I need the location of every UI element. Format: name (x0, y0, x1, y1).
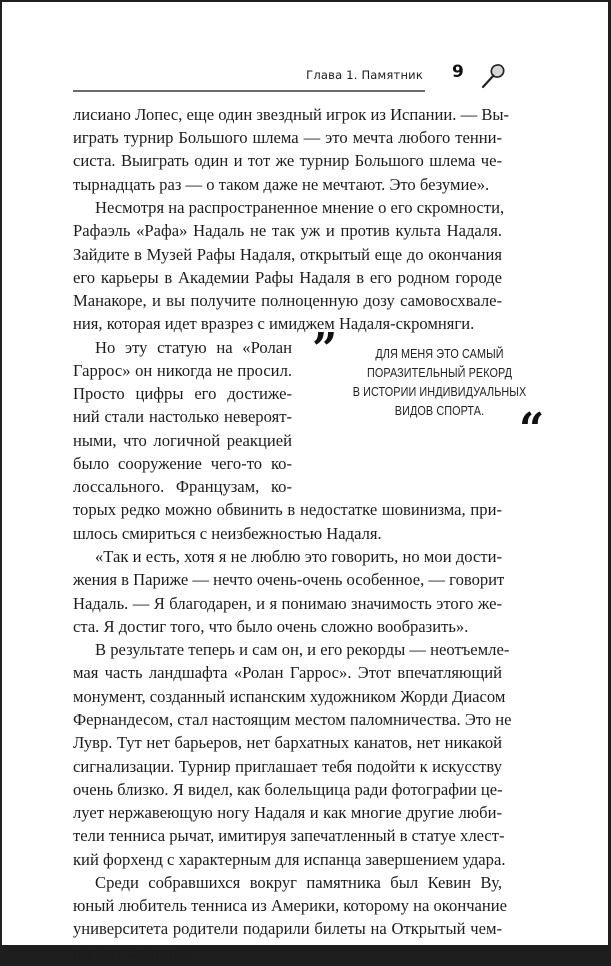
text-line: монумент, созданный испанским художником Жорди Диасом (73, 687, 506, 706)
text-line: сигнализации. Турнир приглашает тебя подойти к искусству (73, 757, 502, 776)
tennis-racket-icon (479, 62, 507, 90)
text-line: Лувр. Тут нет барьеров, нет бархатных канатов, нет никакой (73, 733, 502, 752)
text-line: мая часть ландшафта «Ролан Гаррос». Этот впечатляющий (73, 663, 502, 682)
text-line: Манакоре, и вы получите полноценную дозу самовосхвале- (73, 291, 502, 310)
text-line: университета родители подарили билеты на Открытый чем- (73, 919, 502, 938)
text-line: очень близко. Я видел, как болельщица ради фотографии це- (73, 780, 503, 799)
text-line: ния, которая идет вразрез с имиджем Надаля-скромняги. (73, 314, 475, 333)
text-line: «Так и есть, хотя я не люблю это говорить, но мои дости- (95, 547, 502, 566)
chapter-title: Глава 1. Памятник (306, 68, 423, 82)
text-line: Гаррос» он никогда не просил. (73, 361, 292, 380)
text-line: Среди собравшихся вокруг памятника был Кевин Ву, (95, 873, 502, 892)
text-line: его карьеры в Академии Рафы Надаля в его родном городе (73, 268, 502, 287)
text-line: Но эту статую на «Ролан (95, 338, 292, 357)
text-line: играть турнир Большого шлема — это мечта любого тенни- (73, 128, 502, 147)
text-line: лоссального. Французам, ко- (73, 477, 292, 496)
text-line: шлось смириться с неизбежностью Надаля. (73, 524, 382, 543)
text-line: Зайдите в Музей Рафы Надаля, открытый еще до окончания (73, 245, 502, 264)
text-line: Надаль. — Я благодарен, и я понимаю значимость этого же- (73, 594, 502, 613)
text-line: торых редко можно обвинить в недостатке шовинизма, при- (73, 500, 502, 519)
text-line: ста. Я достиг того, что было очень сложно вообразить». (73, 617, 469, 636)
pull-quote-line: ВИДОВ СПОРТА. (394, 404, 485, 418)
text-line: тели тенниса рычат, имитируя запечатленный в статуе хлест- (73, 826, 505, 845)
text-line: Просто цифры его достиже- (73, 384, 292, 403)
closing-quote-mark-icon: ” (312, 324, 338, 375)
pull-quote-line: В ИСТОРИИ ИНДИВИДУАЛЬНЫХ (352, 385, 527, 399)
text-line: лует нержавеющую ногу Надаля и как многие другие люби- (73, 803, 502, 822)
pull-quote-line: ДЛЯ МЕНЯ ЭТО САМЫЙ (375, 347, 504, 361)
book-page (2, 2, 608, 962)
text-line: систа. Выиграть один и тот же турнир Большого шлема че- (73, 151, 502, 170)
text-line: было сооружение чего-то ко- (73, 454, 292, 473)
pull-quote (343, 345, 537, 421)
page-number: 9 (452, 62, 464, 82)
pull-quote-line: ПОРАЗИТЕЛЬНЫЙ РЕКОРД (366, 366, 513, 380)
text-line: тырнадцать раз — о таком даже не мечтают. Это безумие». (73, 175, 490, 194)
text-line: юный любитель тенниса из Америки, которому на окончание (73, 896, 508, 915)
text-line: ний стали настолько невероят- (73, 407, 292, 426)
text-line: Несмотря на распространенное мнение о его скромности, (95, 198, 505, 217)
text-line: В результате теперь и сам он, и его рекорды — неотъемле- (95, 640, 510, 659)
opening-quote-mark-icon: “ (519, 404, 545, 455)
text-line: лисиано Лопес, еще один звездный игрок из Испании. — Вы- (73, 105, 510, 124)
text-line: Фернандесом, стал настоящим местом паломничества. Это не (73, 710, 512, 729)
running-header (73, 60, 425, 92)
text-line: ными, что логичной реакцией (73, 431, 292, 450)
text-line: Рафаэль «Рафа» Надаль не так уж и против культа Надаля. (73, 221, 502, 240)
text-line: кий форхенд с характерным для испанца завершением удара. (73, 850, 506, 869)
text-line: жения в Париже — нечто очень-очень особенное, — говорит (73, 570, 505, 589)
text-line: пионат Франции. (73, 943, 195, 962)
